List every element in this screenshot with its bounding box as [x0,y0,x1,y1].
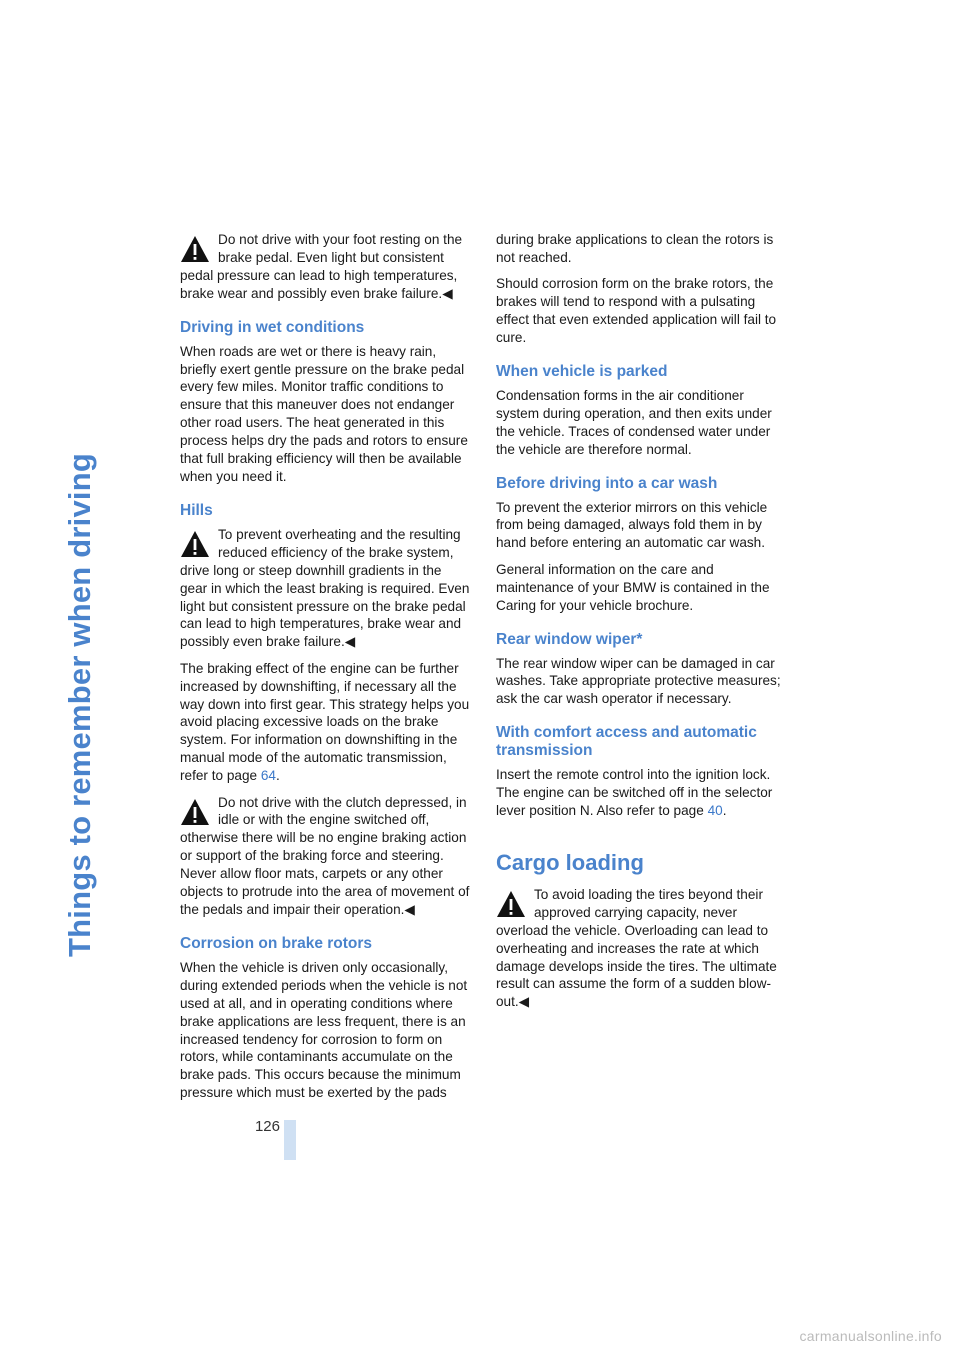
warning-triangle-icon [180,797,210,827]
paragraph-car-wash-mirrors: To prevent the exterior mirrors on this vehicle from being damaged, always fold them in by hand before entering an automatic car wash. [496,499,768,551]
side-section-title-text: Things to remember when driving [62,453,97,957]
page-link-40[interactable]: 40 [707,803,723,819]
warning-text: Do not drive with your foot resting on the brake pedal. Even light but consistent pedal pressure can lead to high temperatures, brake wear and possibly even brake failure.◀ [180,232,463,301]
paragraph-parked: Condensation forms in the air conditioner system during operation, and then exits under the vehicle. Traces of condensed water under the vehicle are therefore normal. [496,387,772,457]
paragraph-corrosion: When the vehicle is driven only occasionally, during extended periods when the vehicle is not used at all, and in operating conditions where brake applications are less frequent, there is an increased tendency for corrosion to form on rotors, while contaminants accumulate on the brake pads. This occurs because the minimum pressure which must be exerted by the pads [180,959,468,1101]
paragraph-text: The braking effect of the engine can be further increased by downshifting, if necessary all the way down into first gear. This strategy helps you avoid placing excessive loads on the brake system. For information on downshifting in the manual mode of the automatic transmission, refer to page [180,660,470,784]
paragraph-end: . [275,768,280,784]
left-column [180,231,472,1111]
paragraph-rear-wiper: The rear window wiper can be damaged in car washes. Take appropriate protective measures; ask the car wash operator if necessary. [496,655,781,707]
warning-hills [180,526,472,651]
paragraph-end: . [722,803,727,819]
paragraph-engine-braking [180,660,472,785]
warning-triangle-icon [180,529,210,559]
heading-rear-wiper: Rear window wiper* [496,630,643,648]
warning-text: To avoid loading the tires beyond their approved carrying capacity, never overload the vehicle. Overloading can lead to overheating and increases the rate at which damage develops inside the tires. The ultimate result can assume the form of a sudden blow-out.◀ [496,886,777,1010]
page-number-bar [284,1120,296,1160]
paragraph-corrosion-continued: during brake applications to clean the rotors is not reached. [496,232,774,265]
heading-parked: When vehicle is parked [496,362,668,380]
heading-comfort-access: With comfort access and automatic transmission [496,724,757,760]
heading-corrosion: Corrosion on brake rotors [180,934,373,952]
warning-text: Do not drive with the clutch depressed, in idle or with the engine switched off, otherwise there will be no engine braking action or support of the braking force and steering. Never allow floor mats, carpets or any other objects to protrude into the area of movement of the pedals and impair their operation.◀ [180,794,470,917]
footer-watermark: carmanualsonline.info [799,1328,942,1344]
warning-cargo [496,886,788,1011]
warning-foot-on-brake [180,231,472,303]
side-section-title [0,230,160,1180]
page-number: 126 [254,1118,280,1135]
paragraph-car-wash-care: General information on the care and maintenance of your BMW is contained in the Caring for your vehicle brochure. [496,561,770,613]
right-column [496,231,788,1020]
paragraph-comfort-access [496,766,788,820]
warning-triangle-icon [496,889,526,919]
heading-wet-conditions: Driving in wet conditions [180,318,365,336]
heading-cargo-loading: Cargo loading [496,849,644,875]
paragraph-text: Insert the remote control into the ignition lock. The engine can be switched off in the selector lever position N. Also refer to page [496,767,773,819]
paragraph-pulsating: Should corrosion form on the brake rotors, the brakes will tend to respond with a pulsating effect that even extended application will fail to cure. [496,276,777,346]
heading-car-wash: Before driving into a car wash [496,474,718,492]
warning-clutch [180,794,472,919]
page-link-64[interactable]: 64 [260,768,276,784]
paragraph-wet-conditions: When roads are wet or there is heavy rain, briefly exert gentle pressure on the brake pedal every few miles. Monitor traffic conditions to ensure that this maneuver does not endanger other road users. The heat generated in this process helps dry the pads and rotors to ensure that full braking efficiency will then be available when you need it. [180,343,468,484]
warning-text: To prevent overheating and the resulting reduced efficiency of the brake system, drive long or steep downhill gradients in the gear in which the least braking is required. Even light but consistent pressure on the brake pedal can lead to high temperatures, brake wear and possibly even brake failure.◀ [180,526,470,650]
heading-hills: Hills [180,501,213,519]
warning-triangle-icon [180,234,210,264]
